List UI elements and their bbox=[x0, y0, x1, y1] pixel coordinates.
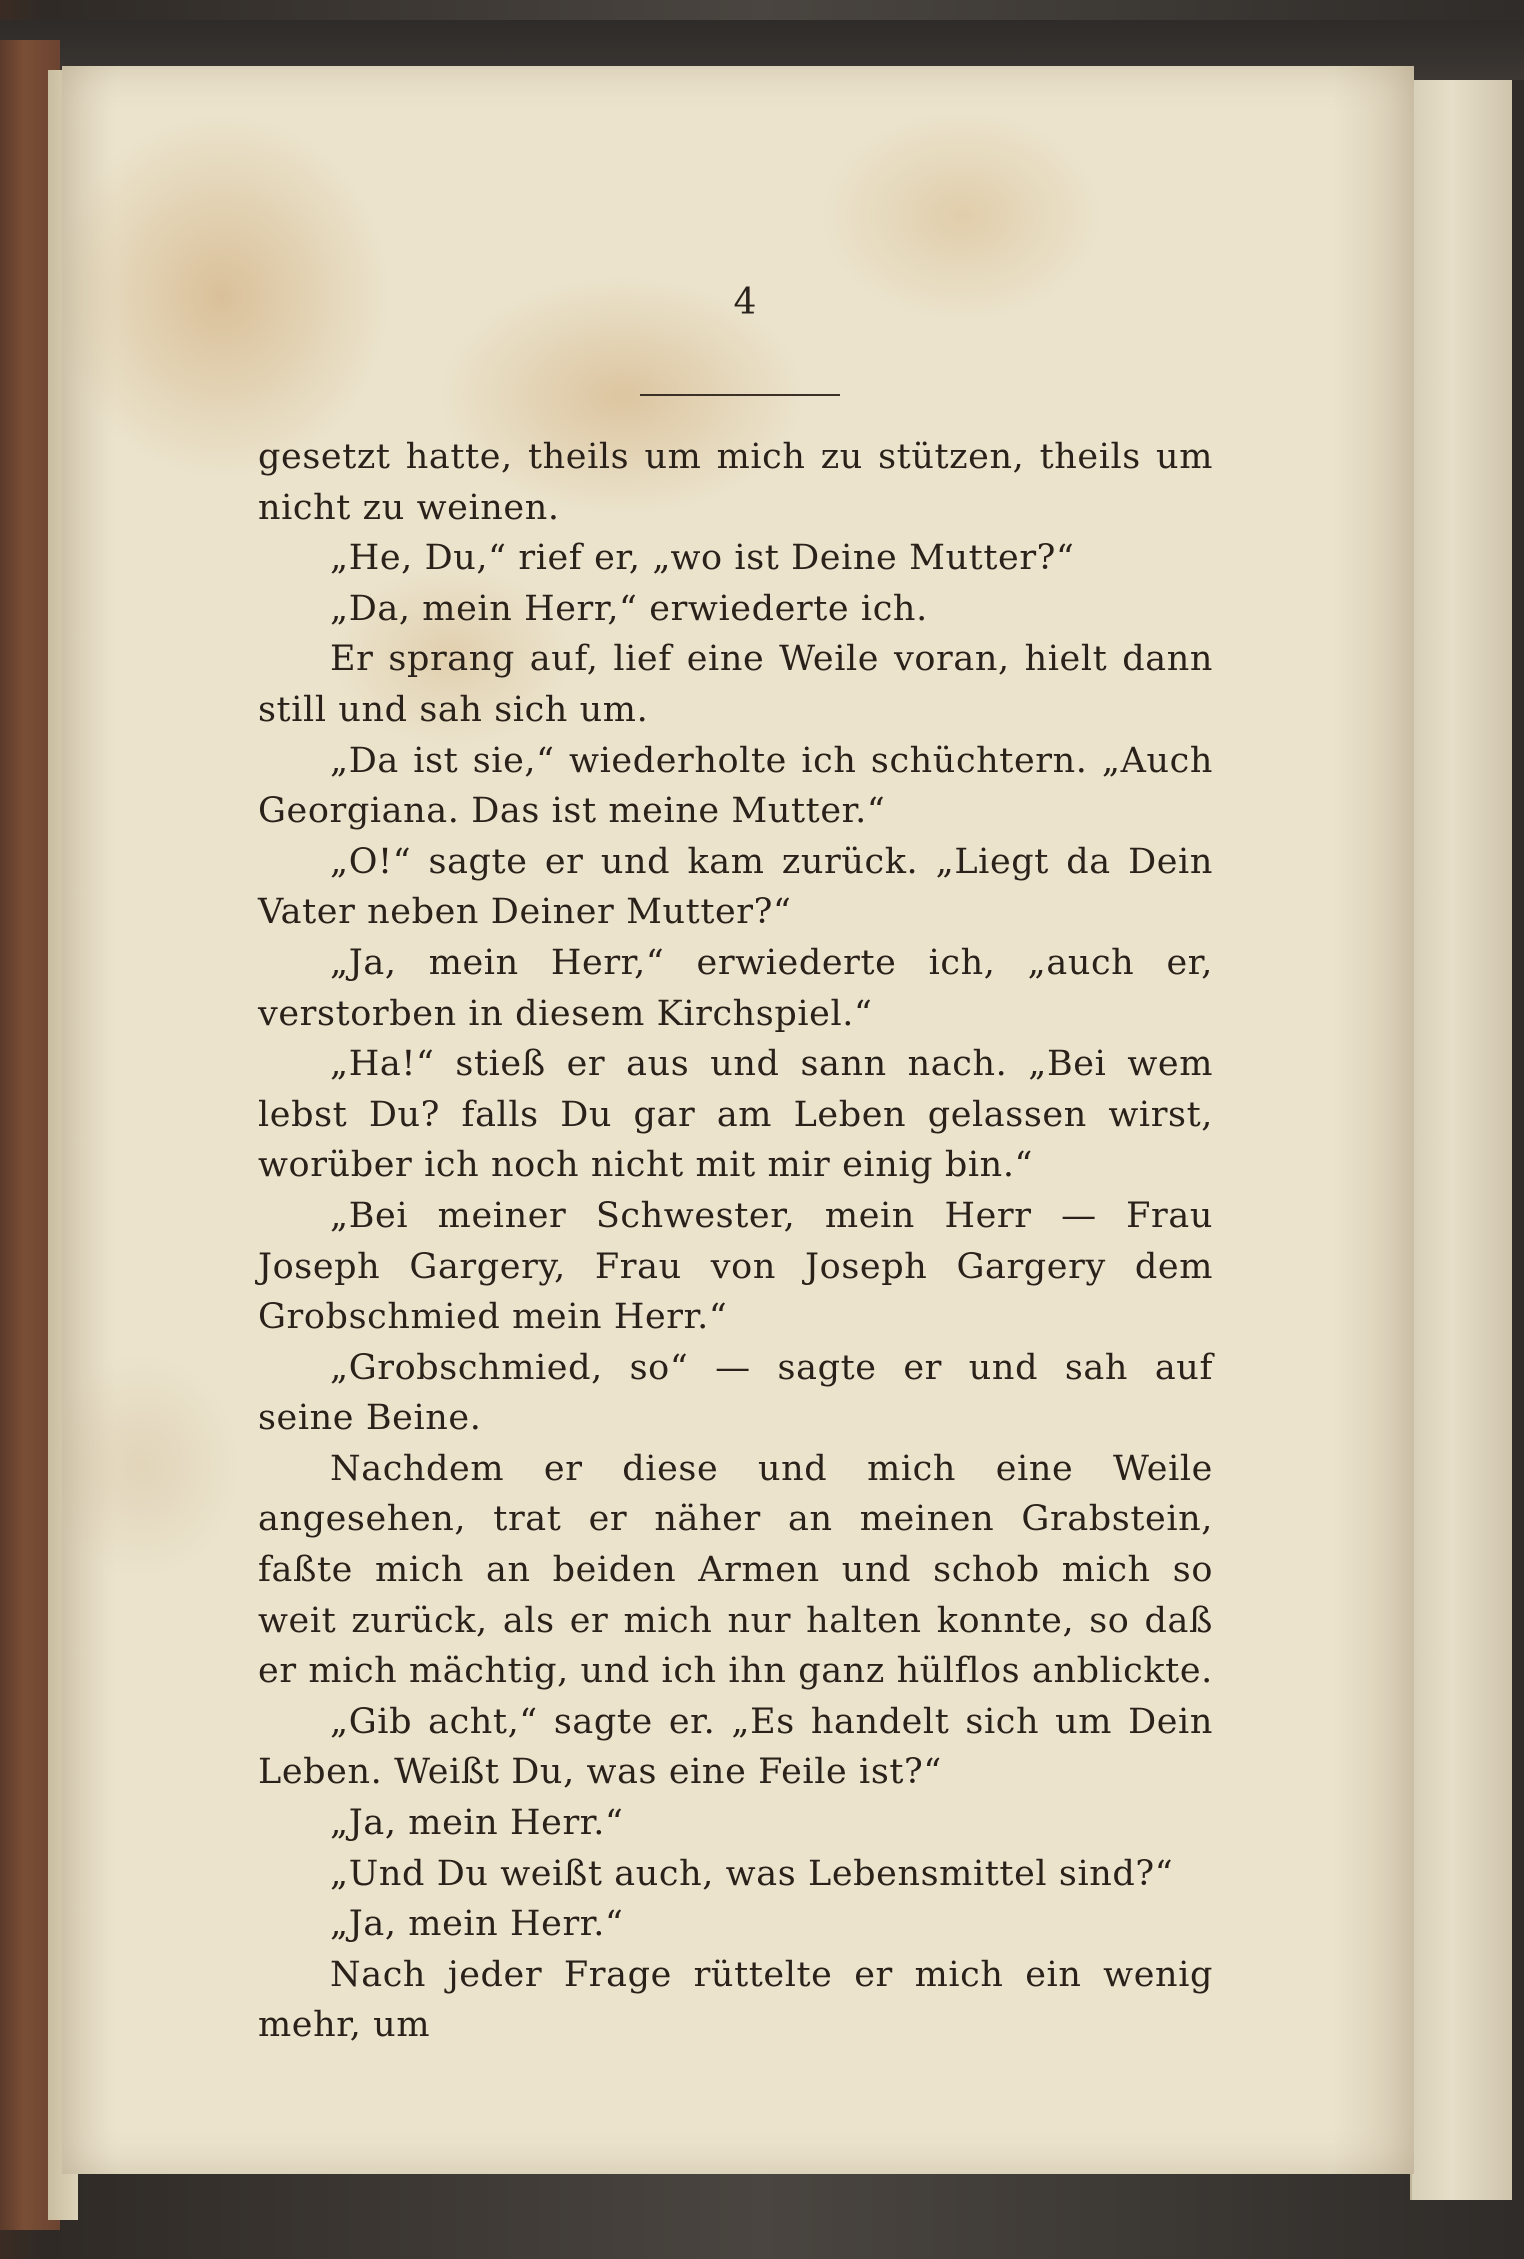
page-number-rule bbox=[640, 394, 840, 396]
page-number: 4 bbox=[733, 282, 757, 323]
paragraph: „Gib acht,“ sagte er. „Es handelt sich um Dein Leben. Weißt Du, was eine Feile ist?“ bbox=[258, 1701, 1213, 1793]
paragraph: „Und Du weißt auch, was Lebensmittel sind?“ bbox=[330, 1853, 1174, 1894]
paragraph: „Ja, mein Herr,“ erwiederte ich, „auch er, verstorben in diesem Kirchspiel.“ bbox=[258, 942, 1213, 1034]
paragraph: „He, Du,“ rief er, „wo ist Deine Mutter?“ bbox=[330, 538, 1075, 579]
paragraph: „Grobschmied, so“ — sagte er und sah auf seine Beine. bbox=[258, 1347, 1213, 1439]
paragraph: „Bei meiner Schwester, mein Herr — Frau Joseph Gargery, Frau von Joseph Gargery dem Grobschmied mein Herr.“ bbox=[258, 1195, 1213, 1338]
paragraph: gesetzt hatte, theils um mich zu stützen, theils um nicht zu weinen. bbox=[258, 437, 1213, 528]
paragraph: Nach jeder Frage rüttelte er mich ein wenig mehr, um bbox=[258, 1954, 1213, 2046]
paragraph: „O!“ sagte er und kam zurück. „Liegt da Dein Vater neben Deiner Mutter?“ bbox=[258, 841, 1213, 933]
page-body-text bbox=[258, 432, 1213, 2051]
paragraph: „Ja, mein Herr.“ bbox=[330, 1904, 624, 1945]
paragraph: Nachdem er diese und mich eine Weile angesehen, trat er näher an meinen Grabstein, faßte mich an beiden Armen und schob mich so weit zurück, als er mich nur halten konnte, so daß er mich mächtig, und ich ihn ganz hülflos anblickte. bbox=[258, 1448, 1213, 1692]
page-stack-right bbox=[1410, 80, 1512, 2200]
paragraph: Er sprang auf, lief eine Weile voran, hielt dann still und sah sich um. bbox=[258, 639, 1213, 730]
paragraph: „Da, mein Herr,“ erwiederte ich. bbox=[330, 588, 928, 629]
paragraph: „Ha!“ stieß er aus und sann nach. „Bei wem lebst Du? falls Du gar am Leben gelassen wirst, worüber ich noch nicht mit mir einig bin.“ bbox=[258, 1044, 1213, 1186]
paragraph: „Ja, mein Herr.“ bbox=[330, 1803, 624, 1844]
paragraph: „Da ist sie,“ wiederholte ich schüchtern. „Auch Georgiana. Das ist meine Mutter.“ bbox=[258, 740, 1213, 832]
